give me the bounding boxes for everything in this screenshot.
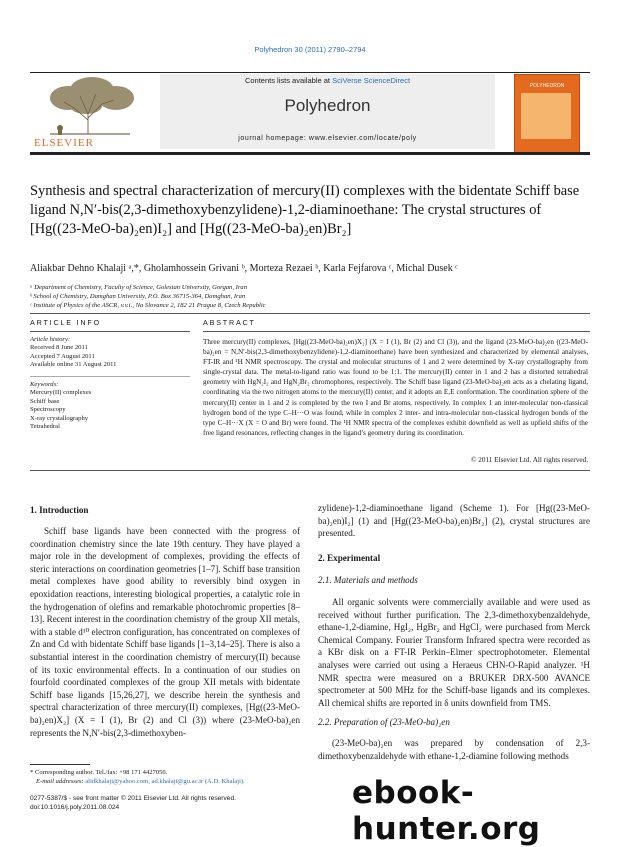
article-history-label: Article history: bbox=[30, 336, 71, 343]
footnote bbox=[30, 768, 305, 786]
corresponding-author: * Corresponding author. Tel./fax: +98 171 4427050. bbox=[30, 769, 168, 776]
introduction-text: Schiff base ligands have been connected with the progress of coordination chemistry since the late 19th century. They have played a major role in the development of complexes, providing the effects of steric interactions on coordination geometries [1–7]. Schiff base transition metal complexes have good ability to reversibly bind oxygen in epoxidation reactions, interesting biological properties, a catalytic role in the hydrogenation of olefins and remarkable photochromic properties [8–13]. Recent interest in the coordination chemistry of the group XII metals, with a stable d¹⁰ electron configuration, has concentrated on complexes of Zn and Cd with bidentate Schiff base ligands [1–3,14–25]. There is also a substantial interest in the coordination chemistry of mercury(II) because of its toxic environmental effects. In a continuation of our studies on fourfold coordinated complexes of the group XII metals with bidentate Schiff base ligands [15,26,27], we describe herein the synthesis and spectral characterization of three mercury(II) complexes, [Hg((23-MeO-ba)₂en)X₂] (X = I (1), Br (2) and Cl (3)) where (23-MeO-ba)₂en represents the N,N′-bis(2,3-dimethoxyben- bbox=[30, 526, 300, 738]
contents-line bbox=[160, 76, 495, 85]
materials-methods-text: All organic solvents were commercially available and were used as received without further purification. The 2,3-dimethoxybenzaldehyde, ethane-1,2-diamine, HgI₂, HgBr₂ and HgCl₂ were purchased from Merck Chemical Company. Fourier Transform Infrared spectra were recorded as a KBr disk on a FT-IR Perkin–Elmer spectrophotometer. Elemental analyses were carried out using a Heraeus CHN-O-Rapid analyzer. ¹H NMR spectra were measured on a BRUKER DRX-500 AVANCE spectrometer at 500 MHz for the Schiff-base ligands and its complexes. All chemical shifts are reported in δ units downfield from TMS. bbox=[318, 597, 590, 708]
author-email-links[interactable]: alidkhalaji@yahoo.com, ad.khalaji@gu.ac.ir (A.D. Khalaji). bbox=[85, 778, 245, 785]
history-received: Received 8 June 2011 bbox=[30, 344, 88, 352]
abstract-rule bbox=[203, 331, 590, 332]
copyright-notice: © 2011 Elsevier Ltd. All rights reserved. bbox=[471, 456, 588, 464]
introduction-heading: 1. Introduction bbox=[30, 505, 89, 515]
preparation-heading: 2.2. Preparation of (23-MeO-ba)₂en bbox=[318, 717, 450, 727]
front-matter-info bbox=[30, 795, 340, 812]
journal-title: Polyhedron bbox=[284, 96, 371, 115]
intro-continued-text: zylidene)-1,2-diaminoethane ligand (Scheme 1). For [Hg((23-MeO-ba)₂en)I₂] (1) and [Hg((23-MeO-ba)₂en)Br₂] (2), crystal structures are presented. bbox=[318, 503, 590, 539]
abstract-text: Three mercury(II) complexes, [Hg((23-MeO-ba)₂en)X₂] (X = I (1), Br (2) and Cl (3)), and the ligand (23-MeO-ba)₂en ((23-MeO-ba)₂en = N,N′-bis(2,3-dimethoxybenzylidene)-1,2-diaminoethane) have been synthesized and characterized by elemental analyses, FT-IR and ¹H NMR spectroscopy. The crystal and molecular structures of 1 and 2 were determined by X-ray crystallography from single-crystal data. The metal-to-ligand ratio was found to be 1:1. The mercury(II) center in 1 and 2 has a distorted tetrahedral geometry with HgN₂I₂ and HgN₂Br₂ chromophores, respectively. The Schiff base ligand (23-MeO-ba)₂en acts as a chelating ligand, coordinating via the two nitrogen atoms to the mercury(II) center, and it adopts an E,E conformation. The coordination sphere of the mercury(II) center in 1 and 2 is completed by the two I and Br atoms, respectively. In complex 1 an inter-molecular non-classical hydrogen bond of the type C–H···O was found, while in complex 2 inter- and intra-molecular non-classical hydrogen bonds of the type C–H···X (X = O and Br) were found. The ¹H NMR spectra of the complexes exhibit downfield as well as upfield shifts of the free ligand resonances, reflecting changes in the ligand’s geometry during its coordination. bbox=[203, 338, 588, 437]
keyword-item: Spectroscopy bbox=[30, 406, 66, 414]
article-info-rule bbox=[30, 331, 190, 332]
header-top-rule bbox=[30, 72, 590, 73]
journal-homepage[interactable]: journal homepage: www.elsevier.com/locate/poly bbox=[238, 135, 417, 142]
article-info-heading: ARTICLE INFO bbox=[30, 318, 101, 327]
affiliation-divider bbox=[30, 313, 590, 314]
affiliation-b: ᵇ School of Chemistry, Damghan University, P.O. Box 36715-364, Damghan, Iran bbox=[30, 293, 246, 300]
affiliation-c: ᶜ Institute of Physics of the ASCR, v.v.i., Na Slovance 2, 182 21 Prague 8, Czech Republic bbox=[30, 302, 266, 309]
keyword-item: Schiff base bbox=[30, 397, 60, 405]
sciencedirect-link[interactable]: SciVerse ScienceDirect bbox=[332, 76, 411, 85]
experimental-heading: 2. Experimental bbox=[318, 553, 381, 563]
history-accepted: Accepted 7 August 2011 bbox=[30, 352, 95, 360]
email-label: E-mail addresses: bbox=[36, 778, 84, 785]
email-line bbox=[30, 777, 305, 786]
affiliation-a: ᵃ Department of Chemistry, Faculty of Science, Golestan University, Gorgan, Iran bbox=[30, 284, 248, 291]
author-list: Aliakbar Dehno Khalaji ᵃ,*, Gholamhossein Grivani ᵇ, Morteza Rezaei ᵇ, Karla Fejfarova ᶜ, Michal Dusek ᶜ bbox=[30, 263, 458, 274]
keyword-list bbox=[30, 381, 190, 431]
issn-line: 0277-5387/$ - see front matter © 2011 Elsevier Ltd. All rights reserved. bbox=[30, 795, 236, 802]
article-history bbox=[30, 336, 190, 370]
article-title: Synthesis and spectral characterization of mercury(II) complexes with the bidentate Schiff base ligand N,N′-bis(2,3-dimethoxybenzylidene)-1,2-diaminoethane: The crystal structures of [Hg((23-MeO-ba)₂en)I₂] and [Hg((23-MeO-ba)₂en)Br₂] bbox=[30, 183, 580, 237]
keyword-item: X-ray crystallography bbox=[30, 414, 89, 422]
keyword-item: Mercury(II) complexes bbox=[30, 389, 92, 397]
history-keyword-divider bbox=[30, 376, 190, 377]
publisher-logo-text: ELSEVIER bbox=[34, 137, 94, 149]
abstract-heading: ABSTRACT bbox=[203, 318, 256, 327]
contents-prefix: Contents lists available at bbox=[244, 76, 333, 85]
header-bottom-rule bbox=[30, 152, 590, 155]
footnote-rule bbox=[30, 764, 90, 765]
doi-link[interactable]: doi:10.1016/j.poly.2011.08.024 bbox=[30, 803, 120, 811]
abstract-bottom-rule bbox=[30, 470, 590, 471]
journal-cover-thumbnail bbox=[514, 74, 580, 154]
keyword-item: Tetrahedral bbox=[30, 423, 60, 431]
elsevier-logo bbox=[30, 74, 154, 150]
history-online: Available online 31 August 2011 bbox=[30, 361, 117, 369]
journal-citation[interactable]: Polyhedron 30 (2011) 2790–2794 bbox=[254, 45, 366, 54]
keywords-label: Keywords: bbox=[30, 381, 59, 388]
cover-graphic bbox=[521, 93, 571, 139]
preparation-text: (23-MeO-ba)₂en was prepared by condensation of 2,3-dimethoxybenzaldehyde with ethane-1,2-diamine following methods bbox=[318, 738, 590, 761]
watermark-text: ebook-hunter.org bbox=[352, 775, 541, 847]
cover-title: POLYHEDRON bbox=[529, 83, 565, 89]
materials-methods-heading: 2.1. Materials and methods bbox=[318, 575, 418, 585]
